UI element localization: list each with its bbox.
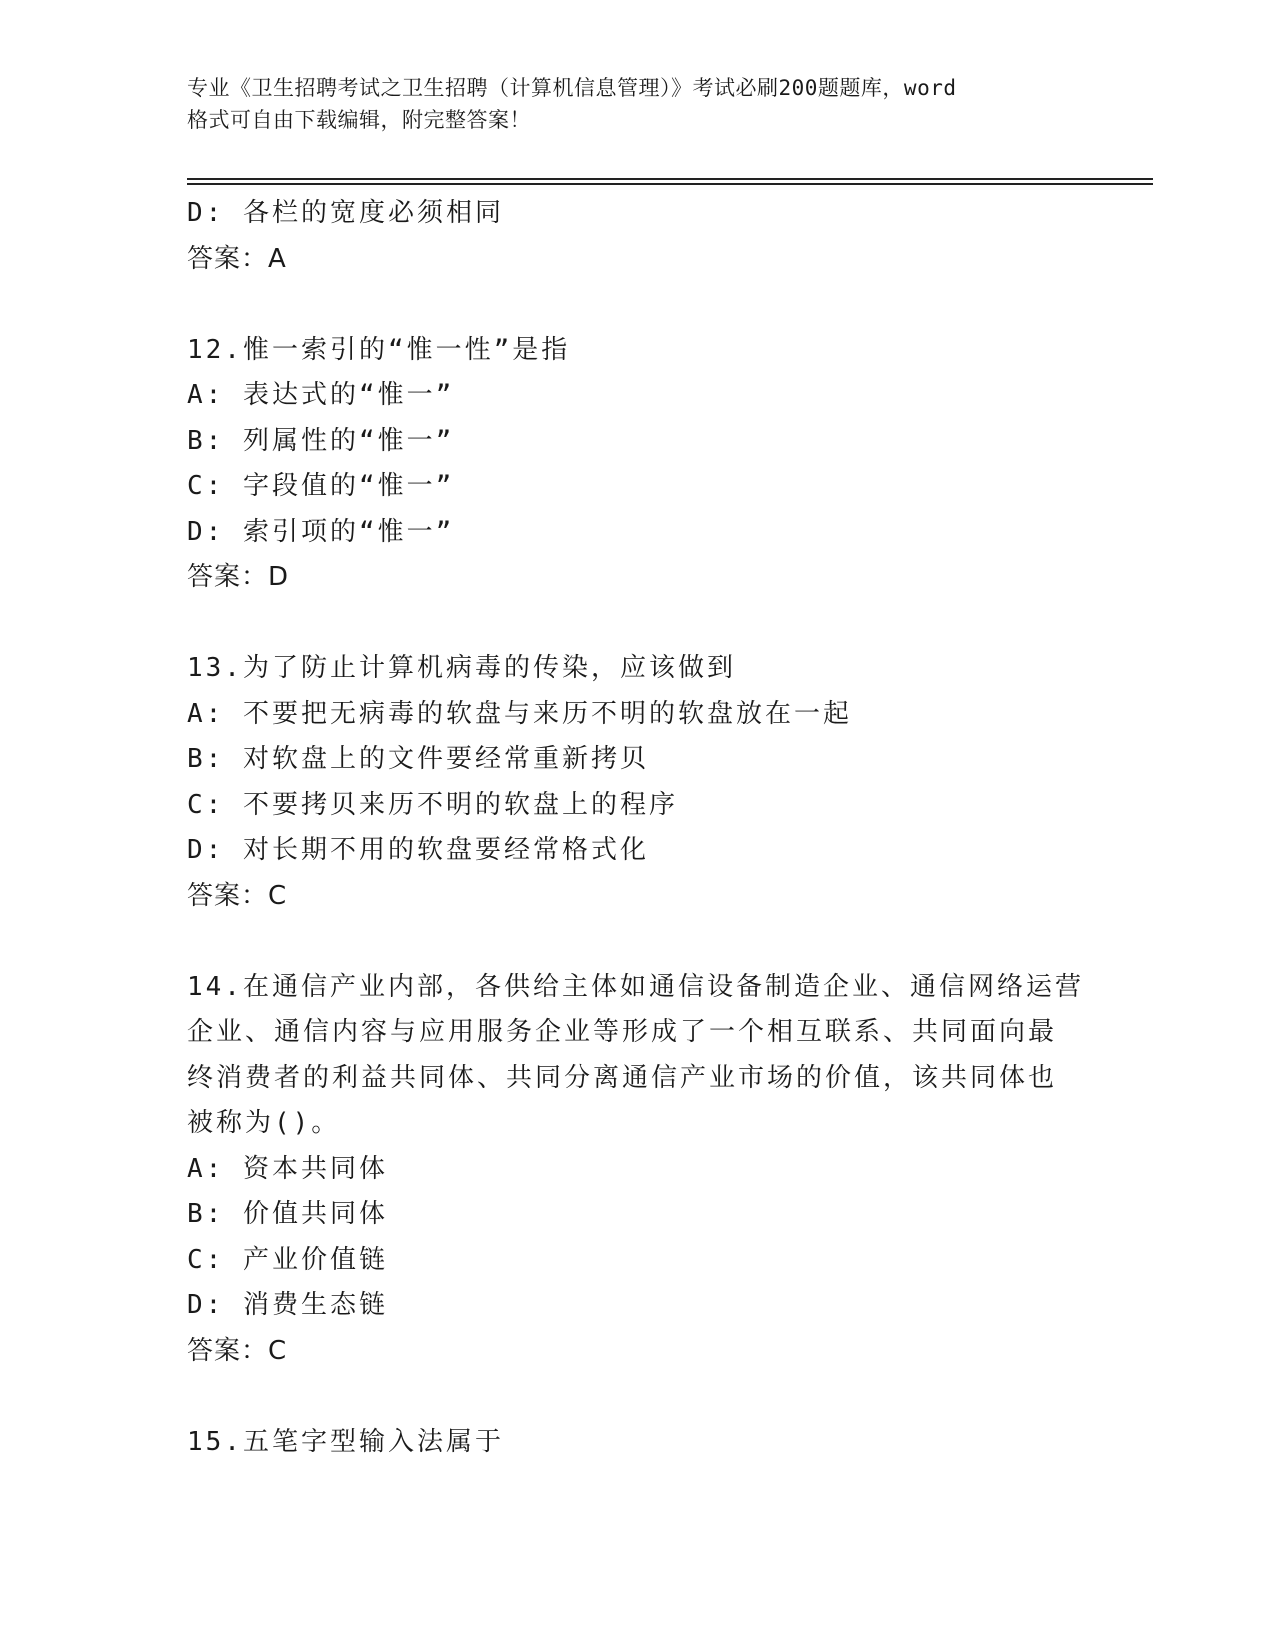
question-stem: 12.惟一索引的“惟一性”是指 [187,334,571,365]
question-15 [187,1420,1087,1466]
document-header [187,72,1087,136]
option-a: A: 表达式的“惟一” [187,380,455,410]
spacer [187,1374,1087,1420]
header-rule-bottom [187,183,1153,185]
question-stem: 13.为了防止计算机病毒的传染，应该做到 [187,653,736,683]
option-d: D: 消费生态链 [187,1290,388,1320]
header-rule-top [187,178,1153,180]
option-d: D: 索引项的“惟一” [187,516,455,547]
option-c: C: 产业价值链 [187,1244,388,1275]
answer-line: 答案：D [187,562,290,592]
answer-line: 答案：A [187,243,287,274]
question-stem-line-2: 企业、通信内容与应用服务企业等形成了一个相互联系、共同面向最 [187,1017,1058,1047]
option-b: B: 列属性的“惟一” [187,425,455,456]
answer-line: 答案：C [187,1335,288,1366]
question-13 [187,646,1087,919]
header-line-1: 专业《卫生招聘考试之卫生招聘（计算机信息管理）》考试必刷200题题库，word [187,76,957,100]
question-12 [187,328,1087,601]
option-b: B: 价值共同体 [187,1199,388,1229]
option-b: B: 对软盘上的文件要经常重新拷贝 [187,744,649,774]
answer-line: 答案：C [187,880,288,911]
option-d: D: 各栏的宽度必须相同 [187,198,504,228]
option-a: A: 资本共同体 [187,1153,388,1184]
question-14 [187,965,1087,1375]
option-c: C: 字段值的“惟一” [187,471,455,501]
header-line-2: 格式可自由下载编辑，附完整答案！ [187,108,531,132]
option-d: D: 对长期不用的软盘要经常格式化 [187,835,649,865]
spacer [187,919,1087,965]
option-a: A: 不要把无病毒的软盘与来历不明的软盘放在一起 [187,698,852,729]
question-stem-line-3: 终消费者的利益共同体、共同分离通信产业市场的价值，该共同体也 [187,1062,1058,1093]
spacer [187,601,1087,647]
question-stem-line-4: 被称为()。 [187,1108,341,1138]
question-list [187,191,1087,1465]
spacer [187,282,1087,328]
option-c: C: 不要拷贝来历不明的软盘上的程序 [187,789,678,820]
question-stem-line-1: 14.在通信产业内部，各供给主体如通信设备制造企业、通信网络运营 [187,971,1084,1002]
question-stem: 15.五笔字型输入法属于 [187,1426,504,1457]
